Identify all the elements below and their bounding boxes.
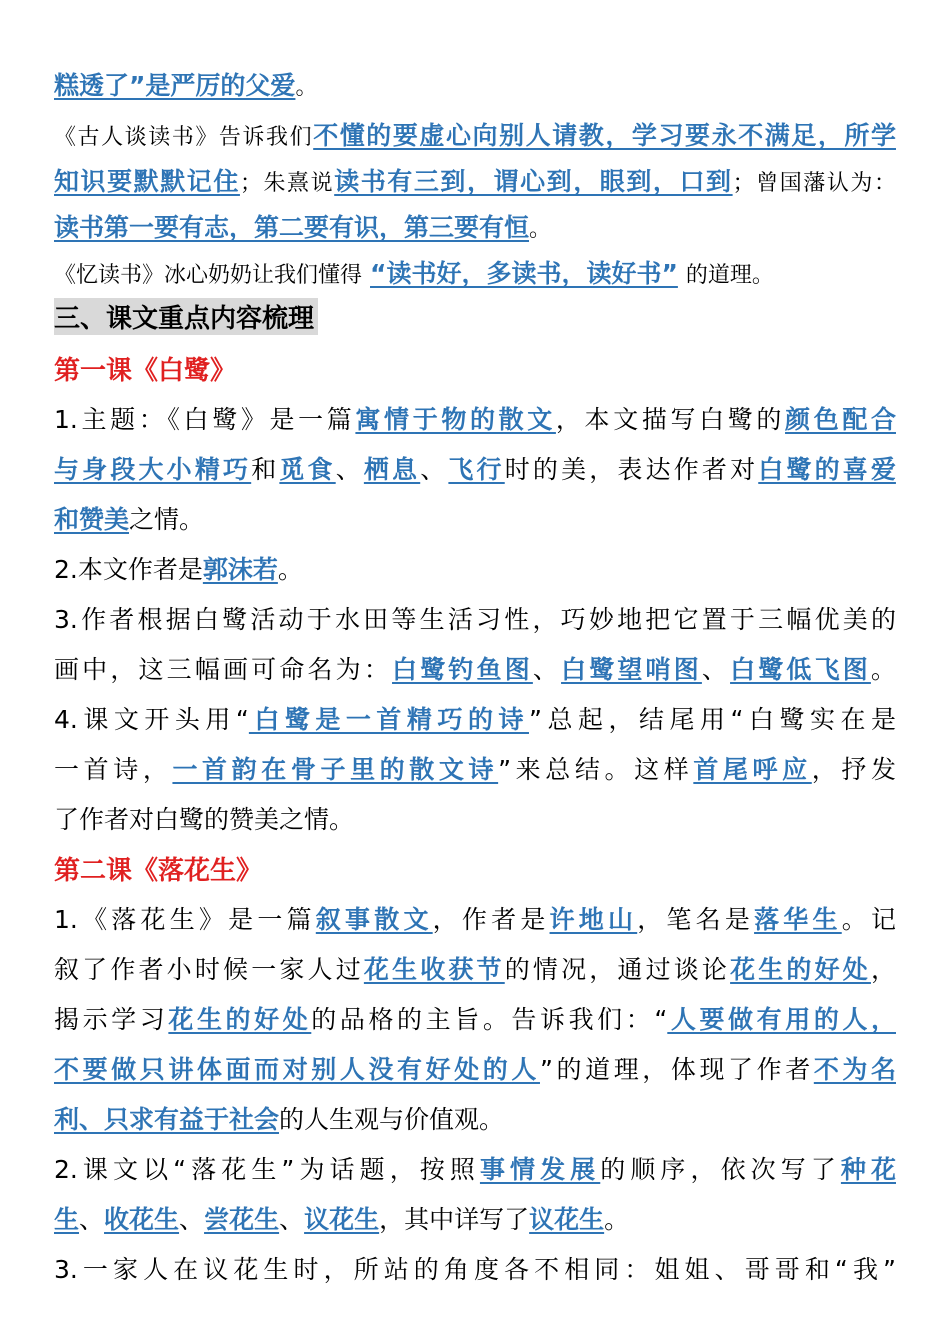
lesson2-line-2: 叙了作者小时候一家人过花生收获节的情况，通过谈论花生的好处， bbox=[54, 955, 896, 984]
highlight-text: 尝花生 bbox=[204, 1205, 280, 1234]
text-line-3: 知识要默默记住；朱熹说读书有三到，谓心到，眼到，口到；曾国藩认为： bbox=[54, 167, 896, 196]
highlight-text: 事情发展 bbox=[479, 1155, 601, 1184]
highlight-text: 不懂的要虚心向别人请教，学习要永不满足，所学 bbox=[313, 121, 896, 150]
highlight-text: 知识要默默记住 bbox=[54, 167, 240, 196]
lesson1-line-3: 和赞美之情。 bbox=[54, 505, 205, 534]
text-line-2: 《古人谈读书》告诉我们不懂的要虚心向别人请教，学习要永不满足，所学 bbox=[54, 121, 896, 150]
highlight-text: 读书有三到，谓心到，眼到，口到 bbox=[334, 167, 733, 196]
highlight-text: 飞行 bbox=[448, 455, 505, 484]
highlight-text: 栖息 bbox=[363, 455, 421, 484]
highlight-text: 读书第一要有志，第二要有识，第三要有恒 bbox=[54, 213, 530, 242]
lesson1-line-9: 了作者对白鹭的赞美之情。 bbox=[54, 805, 355, 834]
highlight-text: 寓情于物的散文 bbox=[355, 405, 556, 434]
highlight-text: 种花 bbox=[840, 1155, 896, 1184]
lesson1-line-6: 画中，这三幅画可命名为：白鹭钓鱼图、白鹭望哨图、白鹭低飞图。 bbox=[54, 655, 896, 684]
highlight-text: 花生的好处 bbox=[730, 955, 871, 984]
lesson1-line-1: 1.主题：《白鹭》是一篇寓情于物的散文，本文描写白鹭的颜色配合 bbox=[54, 405, 896, 434]
text-line-1: 糕透了”是严厉的父爱。 bbox=[54, 71, 318, 100]
lesson2-line-8: 3.一家人在议花生时，所站的角度各不相同：姐姐、哥哥和“我” bbox=[54, 1255, 896, 1284]
highlight-text: 与身段大小精巧 bbox=[54, 455, 252, 484]
text-line-5: 《忆读书》冰心奶奶让我们懂得 “读书好，多读书，读好书” 的道理。 bbox=[54, 259, 774, 288]
text-line-4: 读书第一要有志，第二要有识，第三要有恒。 bbox=[54, 213, 552, 242]
highlight-text: 利、只求有益于社会 bbox=[54, 1105, 280, 1134]
highlight-text: 白鹭是一首精巧的诗 bbox=[248, 705, 529, 734]
highlight-text: 叙事散文 bbox=[315, 905, 433, 934]
highlight-text: 花生的好处 bbox=[168, 1005, 312, 1034]
lesson2-line-4: 不要做只讲体面而对别人没有好处的人”的道理，体现了作者不为名 bbox=[54, 1055, 896, 1084]
highlight-text: 落华生 bbox=[754, 905, 842, 934]
lesson1-line-7: 4.课文开头用“白鹭是一首精巧的诗”总起，结尾用“白鹭实在是 bbox=[54, 705, 897, 734]
lesson1-line-4: 2.本文作者是郭沫若。 bbox=[54, 555, 303, 584]
highlight-text: 不要做只讲体面而对别人没有好处的人 bbox=[54, 1055, 540, 1084]
lesson2-line-7: 生、收花生、尝花生、议花生，其中详写了议花生。 bbox=[54, 1205, 630, 1234]
highlight-text: 觅食 bbox=[279, 455, 336, 484]
highlight-text: 首尾呼应 bbox=[693, 755, 812, 784]
lesson2-line-3: 揭示学习花生的好处的品格的主旨。告诉我们：“人要做有用的人， bbox=[54, 1005, 896, 1034]
highlight-text: 人要做有用的人， bbox=[667, 1005, 896, 1034]
highlight-text: 一首韵在骨子里的散文诗 bbox=[172, 755, 499, 784]
lesson2-line-5: 利、只求有益于社会的人生观与价值观。 bbox=[54, 1105, 505, 1134]
lesson-1-title: 第一课《白鹭》 bbox=[54, 356, 237, 386]
highlight-text: 郭沫若 bbox=[202, 555, 278, 584]
lesson1-line-8: 一首诗，一首韵在骨子里的散文诗”来总结。这样首尾呼应，抒发 bbox=[54, 755, 896, 784]
highlight-text: 白鹭低飞图 bbox=[730, 655, 871, 684]
highlight-text: 不为名 bbox=[813, 1055, 896, 1084]
section-heading: 三、课文重点内容梳理 bbox=[54, 298, 318, 335]
highlight-text: 生 bbox=[54, 1205, 80, 1234]
lesson2-line-1: 1.《落花生》是一篇叙事散文，作者是许地山，笔名是落华生。记 bbox=[54, 905, 896, 934]
highlight-text: 颜色配合 bbox=[785, 405, 896, 434]
highlight-text: 花生收获节 bbox=[363, 955, 505, 984]
lesson1-line-5: 3.作者根据白鹭活动于水田等生活习性，巧妙地把它置于三幅优美的 bbox=[54, 605, 896, 634]
highlight-text: 许地山 bbox=[549, 905, 638, 934]
highlight-text: 糕透了”是严厉的父爱 bbox=[54, 71, 296, 100]
highlight-text: 白鹭钓鱼图 bbox=[392, 655, 533, 684]
section-heading-box bbox=[54, 298, 318, 335]
lesson2-line-6: 2.课文以“落花生”为话题，按照事情发展的顺序，依次写了种花 bbox=[54, 1155, 896, 1184]
highlight-text: 收花生 bbox=[104, 1205, 180, 1234]
highlight-text: 议花生 bbox=[304, 1205, 380, 1234]
highlight-text: 和赞美 bbox=[54, 505, 130, 534]
highlight-text: “读书好，多读书，读好书” bbox=[370, 259, 678, 288]
highlight-text: 白鹭望哨图 bbox=[561, 655, 702, 684]
highlight-text: 白鹭的喜爱 bbox=[758, 455, 896, 484]
highlight-text: 议花生 bbox=[529, 1205, 605, 1234]
lesson-2-title: 第二课《落花生》 bbox=[54, 856, 263, 886]
lesson1-line-2: 与身段大小精巧和觅食、栖息、飞行时的美，表达作者对白鹭的喜爱 bbox=[54, 455, 896, 484]
